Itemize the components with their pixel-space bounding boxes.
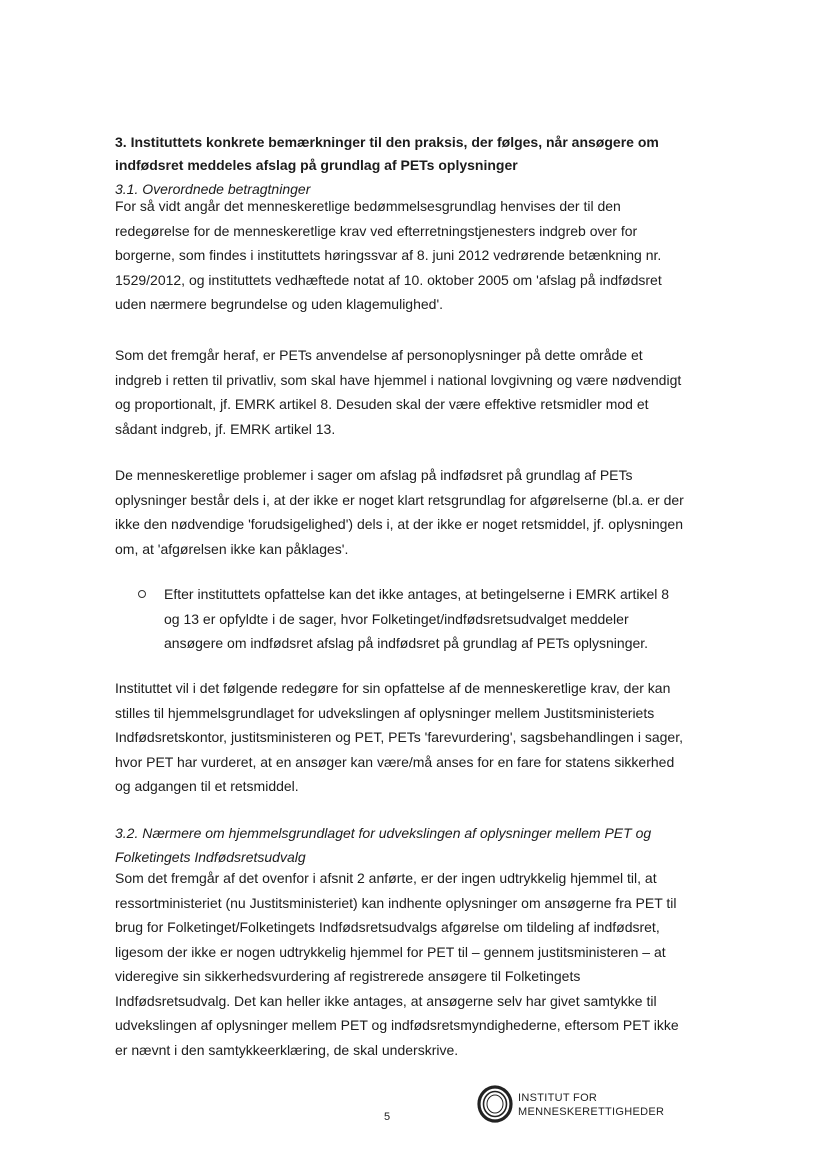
subheading-3-2: 3.2. Nærmere om hjemmelsgrundlaget for udvekslingen af oplysninger mellem PET og Folketingets Indfødsretsudvalg [115,825,652,865]
paragraph-3: De menneskeretlige problemer i sager om afslag på indfødsret på grundlag af PETs oplysninger består dels i, at der ikke er noget klart retsgrundlag for afgørelserne (bl.a. er der ikke den nødvendige 'forudsigelighed') dels i, at der ikke er noget retsmiddel, jf. oplysningen om, at 'afgørelsen ikke kan påklages'. [115,467,684,557]
paragraph-4: Instituttet vil i det følgende redegøre for sin opfattelse af de menneskeretlige krav, der kan stilles til hjemmelsgrundlaget for udvekslingen af oplysninger mellem Justitsministeriets Indfødsretskontor, justitsministeren og PET, PETs 'farevurdering', sagsbehandlingen i sager, hvor PET har vurderet, at en ansøger kan være/må anses for en fare for statens sikkerhed og adgangen til et retsmiddel. [115,680,683,794]
bullet-paragraph: Efter instituttets opfattelse kan det ikke antages, at betingelserne i EMRK artikel 8 og 13 er opfyldte i de sager, hvor Folketinget/indfødsretsudvalget meddeler ansøgere om indfødsret afslag på indfødsret på grundlag af PETs oplysninger. [164,586,670,651]
subheading-3-1: 3.1. Overordnede betragtninger [115,181,311,197]
page-number: 5 [384,1111,391,1123]
logo-line-1: INSTITUT FOR [518,1092,598,1104]
section-heading: 3. Instituttets konkrete bemærkninger til den praksis, der følges, når ansøgere om indfødsret meddeles afslag på grundlag af PETs oplysninger [115,134,659,173]
logo-text [518,1091,664,1119]
ring-logo-icon [476,1084,514,1124]
paragraph-2: Som det fremgår heraf, er PETs anvendelse af personoplysninger på dette område et indgreb i retten til privatliv, som skal have hjemmel i national lovgivning og være nødvendigt og proportionalt, jf. EMRK artikel 8. Desuden skal der være effektive retsmidler mod et sådant indgreb, jf. EMRK artikel 13. [115,347,682,437]
bullet-icon [138,590,146,598]
paragraph-5: Som det fremgår af det ovenfor i afsnit 2 anførte, er der ingen udtrykkelig hjemmel til, at ressortministeriet (nu Justitsministeriet) kan indhente oplysninger om ansøgerne fra PET til brug for Folketinget/Folketingets Indfødsretsudvalgs afgørelse om tildeling af indfødsret, ligesom der ikke er nogen udtrykkelig hjemmel for PET til – gennem justitsministeren – at videregive sin sikkerhedsvurdering af registrerede ansøgere til Folketingets Indfødsretsudvalg. Det kan heller ikke antages, at ansøgerne selv har givet samtykke til udvekslingen af oplysninger mellem PET og indfødsretsmyndighederne, eftersom PET ikke er nævnt i den samtykkeerklæring, de skal underskrive. [115,870,679,1058]
logo-line-2: MENNESKERETTIGHEDER [518,1106,665,1118]
paragraph-1: For så vidt angår det menneskeretlige bedømmelsesgrundlag henvises der til den redegørelse for de menneskeretlige krav ved efterretningstjenesters indgreb over for borgerne, som findes i instituttets høringssvar af 8. juni 2012 vedrørende betænkning nr. 1529/2012, og instituttets vedhæftede notat af 10. oktober 2005 om 'afslag på indfødsret uden nærmere begrundelse og uden klagemulighed'. [115,198,662,312]
